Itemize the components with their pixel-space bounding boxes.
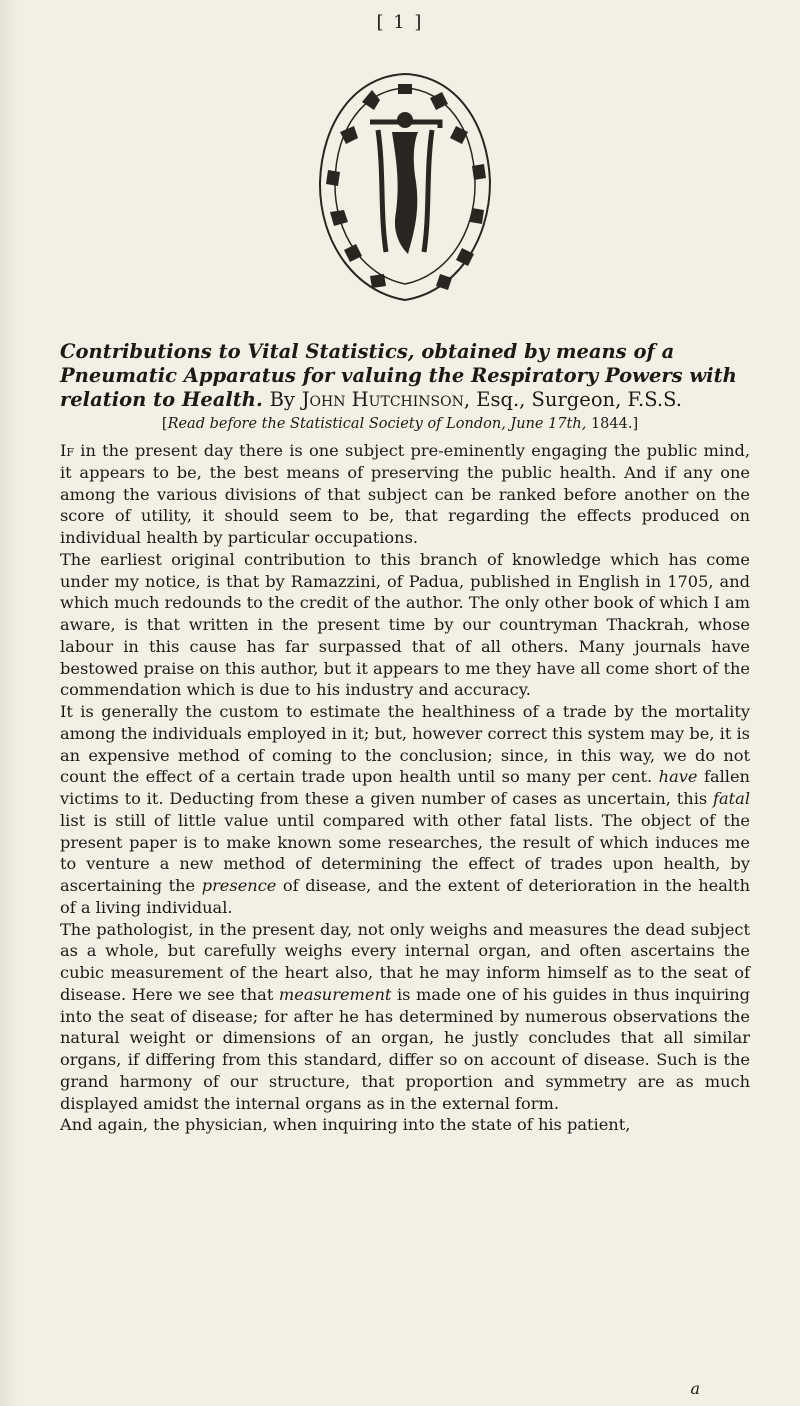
byline-by: By: [269, 388, 295, 411]
paragraph-1-text: in the present day there is one subject pre-eminently engaging the public mind, it appears to be, the best means of preserving the public health. And if any one among the various divisions of that subject can be ranked before another on the score of utility, it should seem to be, that regarding the effects produced on individual health by particular occupations.: [60, 441, 750, 547]
paragraph-3-emphasis-have: have: [658, 767, 698, 787]
read-note-open-bracket: [: [161, 416, 168, 432]
society-seal-emblem: [300, 62, 510, 312]
paragraph-2: The earliest original contribution to this branch of knowledge which has come under my notice, is that by Ramazzini, of Padua, published in English in 1705, and which much redounds to the credit of the author. The only other book of which I am aware, is that written in the present time by our countryman Thackrah, whose labour in this cause has far surpassed that of all others. Many journals have bestowed praise on this author, but it appears to me they have all come short of the commendation which is due to his industry and accuracy.: [60, 549, 750, 700]
author-name: John Hutchinson: [301, 388, 464, 411]
page-number: [ 1 ]: [376, 12, 424, 33]
article-title: [60, 340, 750, 412]
paragraph-3-part-d: of disease, and the extent of deterioration in the health of a living individual.: [60, 876, 750, 917]
paragraph-4-part-b: is made one of his guides in thus inquiring into the seat of disease; for after he has determined by numerous observations the natural weight or dimensions of an organ, he justly concludes that all similar organs, if differing from this standard, differ so on account of disease. Such is the grand harmony of our structure, that proportion and symmetry are as much displayed amidst the internal organs as in the external form.: [60, 984, 750, 1113]
paragraph-4: [60, 919, 750, 1115]
paragraph-5: And again, the physician, when inquiring into the state of his patient,: [60, 1115, 631, 1135]
read-note-year: 1844.]: [590, 416, 639, 432]
paragraph-4-part-a: The pathologist, in the present day, not only weighs and measures the dead subject as a whole, but carefully weighs every internal organ, and often ascertains the cubic measurement of the heart also, that he may inform himself as to the seat of disease. Here we see that: [60, 919, 750, 1004]
paragraph-3: [60, 701, 750, 919]
read-before-note: [0, 414, 800, 434]
paragraph-1-lead-word: If: [60, 441, 75, 460]
author-credentials: , Esq., Surgeon, F.S.S.: [463, 388, 682, 411]
read-note-text: Read before the Statistical Society of London, June 17th,: [167, 416, 587, 432]
signature-mark: a: [690, 1379, 700, 1398]
paragraph-3-part-b: fallen victims to it. Deducting from these a given number of cases as uncertain, this: [60, 767, 750, 808]
paragraph-3-part-c: list is still of little value until compared with other fatal lists. The object of the present paper is to make known some researches, the result of which induces me to venture a new method of determining the effect of trades upon health, by ascertaining the: [60, 810, 750, 895]
paragraph-1: [60, 440, 750, 549]
paragraph-3-part-a: It is generally the custom to estimate the healthiness of a trade by the mortality among the individuals employed in it; but, however correct this system may be, it is an expensive method of coming to the conclusion; since, in this way, we do not count the effect of a certain trade upon health until so many per cent.: [60, 702, 750, 787]
binding-shadow: [0, 0, 18, 1406]
title-text: Contributions to Vital Statistics, obtained by means of a Pneumatic Apparatus for valuing the Respiratory Powers with relation to Health.: [60, 340, 737, 411]
paragraph-4-emphasis-measurement: measurement: [278, 984, 392, 1004]
article-body: [60, 440, 750, 1136]
paragraph-3-emphasis-fatal: fatal: [713, 789, 750, 808]
paragraph-3-emphasis-presence: presence: [201, 876, 277, 895]
